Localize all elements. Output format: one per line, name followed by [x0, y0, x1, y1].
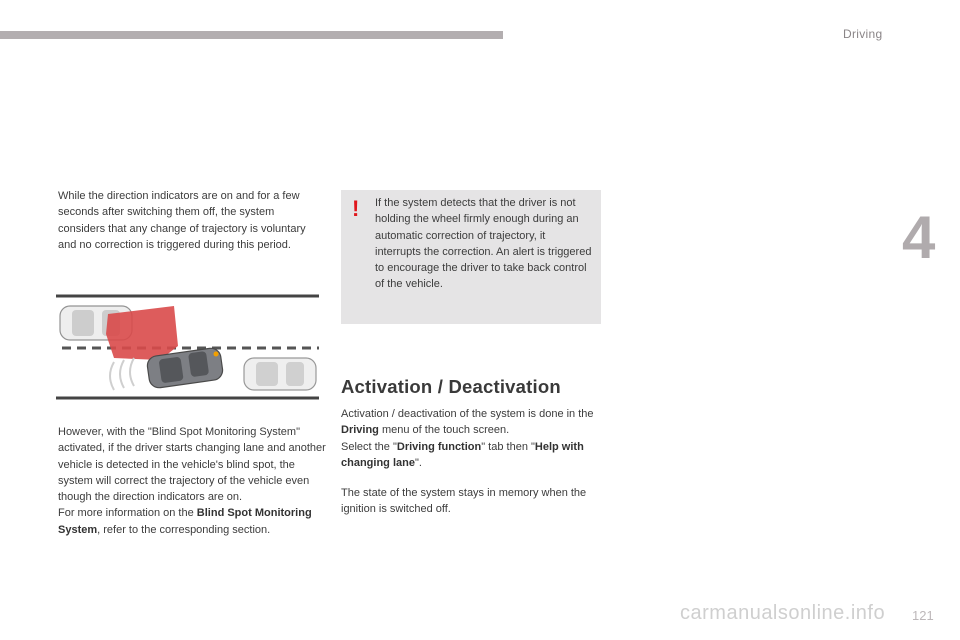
blind-spot-reference: Blind Spot Monitoring System	[58, 507, 312, 536]
activation-text-d: " tab then "	[481, 440, 535, 453]
page-number: 121	[912, 608, 934, 623]
activation-text-b: menu of the touch screen.	[378, 424, 510, 437]
indicator-paragraph: While the direction indicators are on and for a few seconds after switching them off, the system considers that any change of trajectory is voluntary and no correction is triggered during this period.	[58, 190, 306, 251]
activation-text-e: ".	[414, 456, 422, 469]
blind-spot-paragraph	[58, 424, 326, 538]
blind-spot-text: However, with the "Blind Spot Monitoring System" activated, if the driver starts changing lane and another vehicle is detected in the vehicle's blind spot, the system will correct the trajectory of the vehicle even though the direction indicators are on.	[58, 426, 326, 504]
exclamation-icon: !	[352, 196, 360, 221]
activation-paragraph	[341, 406, 603, 471]
activation-heading: Activation / Deactivation	[341, 376, 561, 397]
section-name: Driving	[843, 27, 883, 41]
chapter-number: 4	[902, 204, 936, 271]
header-bar	[0, 31, 503, 39]
activation-text-a: Activation / deactivation of the system is done in the	[341, 408, 594, 420]
more-info-end: , refer to the corresponding section.	[97, 523, 271, 536]
other-vehicle	[244, 358, 316, 390]
lane-change-illustration	[56, 294, 319, 400]
driving-menu-label: Driving	[341, 424, 379, 437]
warning-text: If the system detects that the driver is not holding the wheel firmly enough during an automatic correction of trajectory, it interrupts the correction. An alert is triggered to encourage the driver to take back control of the vehicle.	[375, 197, 592, 291]
memory-paragraph: The state of the system stays in memory when the ignition is switched off.	[341, 487, 587, 516]
more-info-text: For more information on the	[58, 507, 197, 520]
warning-box	[341, 190, 601, 324]
watermark: carmanualsonline.info	[680, 602, 886, 624]
help-changing-lane-label: Help with changing lane	[341, 440, 584, 469]
driving-function-tab-label: Driving function	[396, 440, 482, 453]
activation-text-c: Select the "	[341, 440, 397, 453]
ego-vehicle-trail	[110, 358, 134, 390]
blind-spot-zone	[106, 306, 178, 360]
